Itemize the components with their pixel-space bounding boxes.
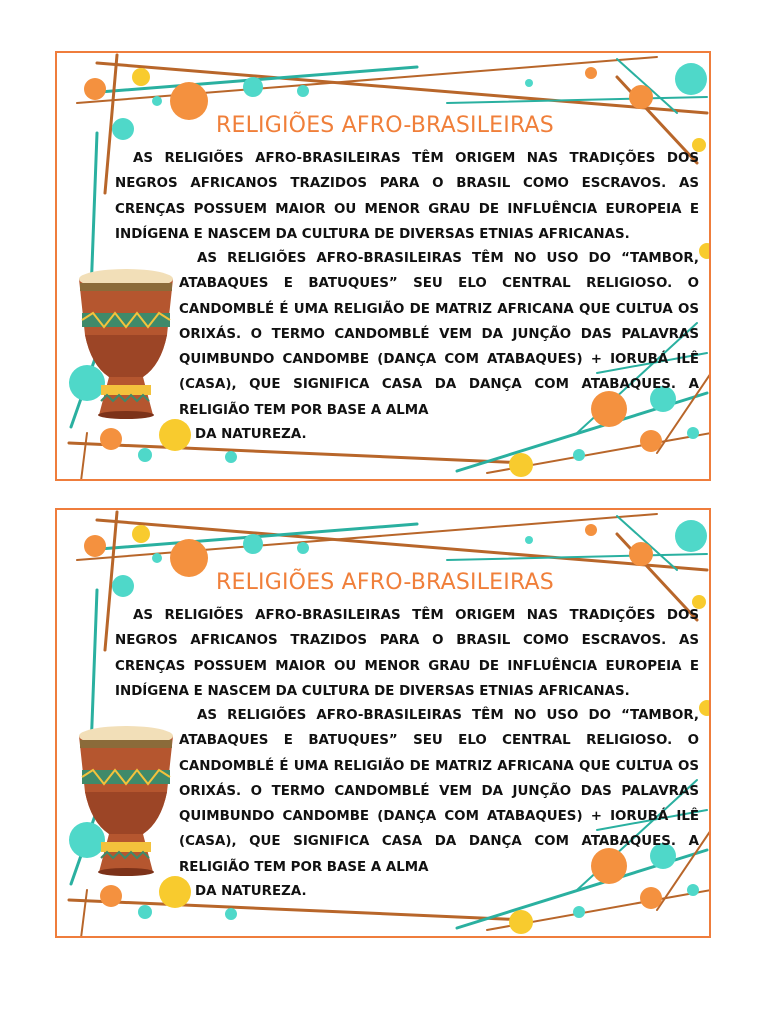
card-title: RELIGIÕES AFRO-BRASILEIRAS	[216, 570, 554, 595]
paragraph-origin: AS RELIGIÕES AFRO-BRASILEIRAS TÊM ORIGEM NAS TRADIÇÕES DOS NEGROS AFRICANOS TRAZIDOS PARA O BRASIL COMO ESCRAVOS. AS CRENÇAS POSSUEM MAIOR OU MENOR GRAU DE INFLUÊNCIA EUROPEIA E INDÍGENA E NASCEM DA CULTURA DE DIVERSAS ETNIAS AFRICANAS.	[115, 608, 699, 699]
drum-icon	[71, 722, 181, 882]
info-card-1	[55, 51, 711, 481]
drum-icon	[71, 265, 181, 425]
info-card-2	[55, 508, 711, 938]
paragraph-candomble: AS RELIGIÕES AFRO-BRASILEIRAS TÊM NO USO DO “TAMBOR, ATABAQUES E BATUQUES” SEU ELO CENTRAL RELIGIOSO. O CANDOMBLÉ É UMA RELIGIÃO DE MATRIZ AFRICANA QUE CULTUA OS ORIXÁS. O TERMO CANDOMBLÉ VEM DA JUNÇÃO DAS PALAVRAS QUIMBUNDO CANDOMBE (DANÇA COM ATABAQUES) + IORUBÁ ILÊ (CASA), QUE SIGNIFICA CASA DA DANÇA COM ATABAQUES. A RELIGIÃO TEM POR BASE A ALMA	[179, 251, 699, 418]
paragraph-origin: AS RELIGIÕES AFRO-BRASILEIRAS TÊM ORIGEM NAS TRADIÇÕES DOS NEGROS AFRICANOS TRAZIDOS PARA O BRASIL COMO ESCRAVOS. AS CRENÇAS POSSUEM MAIOR OU MENOR GRAU DE INFLUÊNCIA EUROPEIA E INDÍGENA E NASCEM DA CULTURA DE DIVERSAS ETNIAS AFRICANAS.	[115, 151, 699, 242]
paragraph-ending: DA NATUREZA.	[195, 427, 307, 442]
card-title: RELIGIÕES AFRO-BRASILEIRAS	[216, 113, 554, 138]
paragraph-candomble: AS RELIGIÕES AFRO-BRASILEIRAS TÊM NO USO DO “TAMBOR, ATABAQUES E BATUQUES” SEU ELO CENTRAL RELIGIOSO. O CANDOMBLÉ É UMA RELIGIÃO DE MATRIZ AFRICANA QUE CULTUA OS ORIXÁS. O TERMO CANDOMBLÉ VEM DA JUNÇÃO DAS PALAVRAS QUIMBUNDO CANDOMBE (DANÇA COM ATABAQUES) + IORUBÁ ILÊ (CASA), QUE SIGNIFICA CASA DA DANÇA COM ATABAQUES. A RELIGIÃO TEM POR BASE A ALMA	[179, 708, 699, 875]
paragraph-ending: DA NATUREZA.	[195, 884, 307, 899]
